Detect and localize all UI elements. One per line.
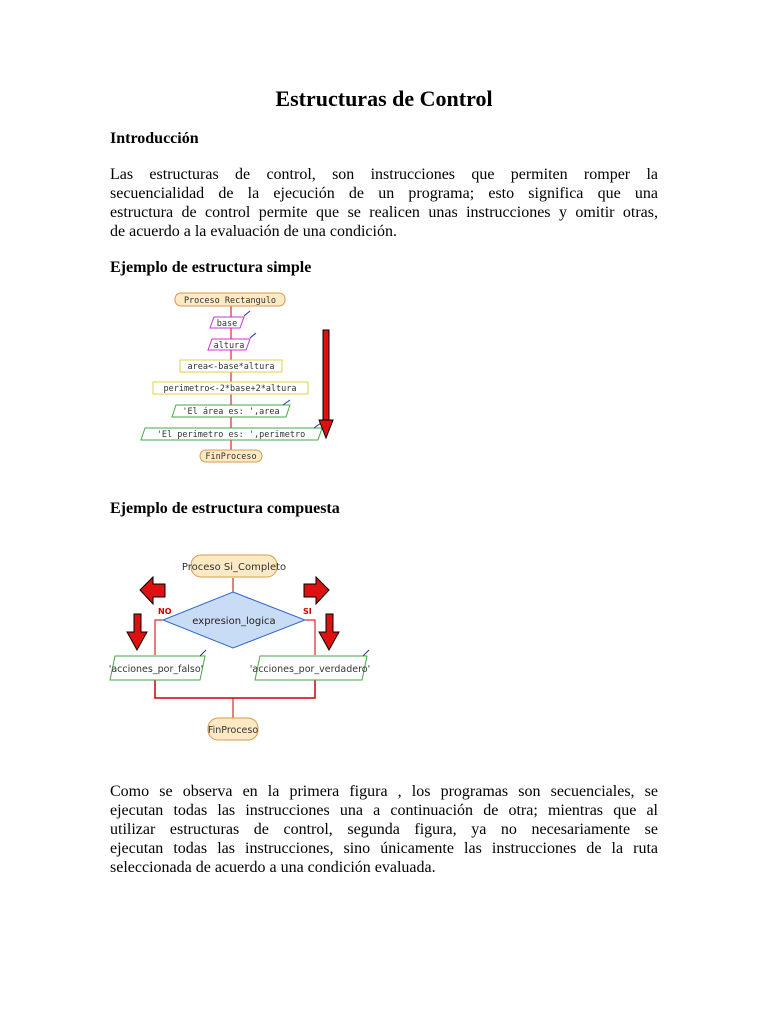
flow-output-false xyxy=(109,650,206,680)
flow-end-terminal xyxy=(208,718,259,740)
paragraph-conclusion xyxy=(110,782,658,877)
paragraph-line: ejecutan todas las instrucciones, sino únicamente las instrucciones de la ruta xyxy=(110,840,658,857)
flow-assign-area-label: area<-base*altura xyxy=(187,362,275,372)
paragraph-line: de acuerdo a la evaluación de una condición. xyxy=(110,223,397,240)
flow-start-label: Proceso Si_Completo xyxy=(181,562,287,573)
flow-input-altura xyxy=(208,333,256,351)
flow-output-true-label: 'acciones_por_verdadero' xyxy=(249,664,371,675)
paragraph-line: utilizar estructuras de control, segunda figura, ya no necesariamente se xyxy=(110,821,658,838)
paragraph-line: seleccionada de acuerdo a una condición evaluada. xyxy=(110,859,436,876)
flow-end-terminal xyxy=(200,450,262,462)
flow-start-terminal xyxy=(175,293,285,306)
red-arrow-down-right-icon xyxy=(319,614,339,650)
flow-input-base xyxy=(210,311,250,329)
flow-end-label: FinProceso xyxy=(207,725,259,736)
red-arrow-down-left-icon xyxy=(127,614,147,650)
flow-output-area-label: 'El área es: ',area xyxy=(182,407,280,417)
flow-assign-perimetro-label: perimetro<-2*base+2*altura xyxy=(163,384,297,394)
flowchart-compound xyxy=(105,550,375,750)
branch-si-label: SI xyxy=(303,607,312,616)
red-arrow-right-icon xyxy=(304,577,329,604)
heading-estructura-simple: Ejemplo de estructura simple xyxy=(110,259,312,276)
heading-estructura-compuesta: Ejemplo de estructura compuesta xyxy=(110,500,340,517)
flow-input-base-label: base xyxy=(216,319,238,329)
flow-output-perimetro-label: 'El perimetro es: ',perimetro xyxy=(156,430,306,440)
paragraph-line: Las estructuras de control, son instrucciones que permiten romper la xyxy=(110,166,658,183)
flow-assign-perimetro xyxy=(153,382,308,394)
flow-output-false-label: 'acciones_por_falso' xyxy=(108,664,204,675)
flow-input-altura-label: altura xyxy=(213,341,245,351)
flowchart-simple xyxy=(138,288,338,468)
flow-start-label: Proceso Rectangulo xyxy=(183,296,277,306)
flow-end-label: FinProceso xyxy=(205,452,257,462)
flow-start-terminal xyxy=(182,555,286,577)
heading-introduccion: Introducción xyxy=(110,130,199,147)
red-arrow-down-icon xyxy=(319,330,333,438)
flow-assign-area xyxy=(180,360,282,372)
paragraph-line: ejecutan todas las instrucciones una a continuación de otra; mientras que al xyxy=(110,802,658,819)
red-arrow-left-icon xyxy=(140,577,165,604)
paragraph-introduccion xyxy=(110,165,658,241)
paragraph-line: Como se observa en la primera figura , los programas son secuenciales, se xyxy=(110,783,658,800)
flow-output-true xyxy=(250,650,370,680)
flow-condition-label: expresion_logica xyxy=(192,616,276,627)
branch-no-label: NO xyxy=(158,607,172,616)
flow-condition-diamond xyxy=(163,592,305,648)
paragraph-line: secuencialidad de la ejecución de un programa; esto significa que una xyxy=(110,185,658,202)
document-title: Estructuras de Control xyxy=(275,86,493,111)
paragraph-line: estructura de control permite que se realicen unas instrucciones y omitir otras, xyxy=(110,204,658,221)
